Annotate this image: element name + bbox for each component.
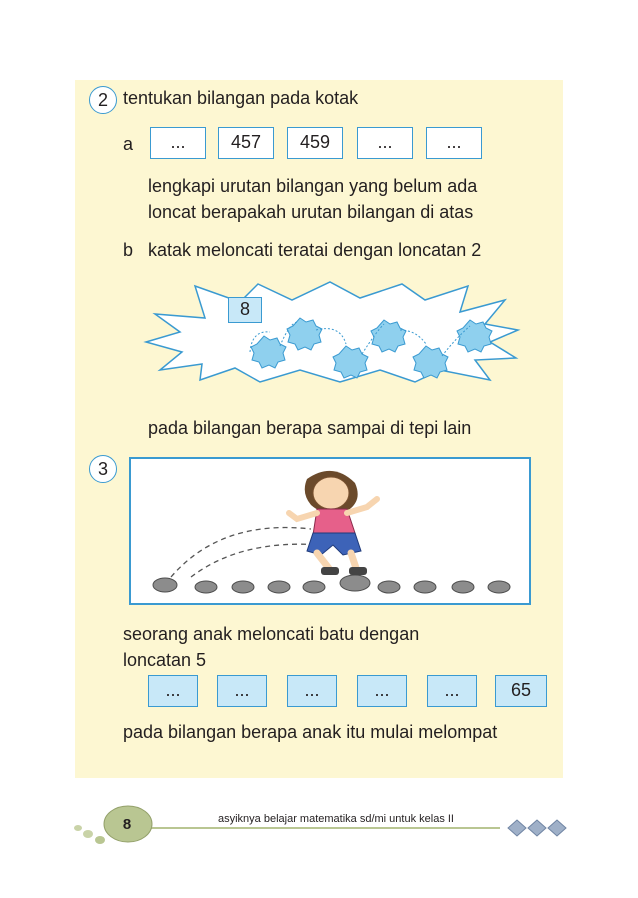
jump-path	[191, 544, 321, 577]
stone-icon	[414, 581, 436, 593]
stone-icon	[378, 581, 400, 593]
boy-jumping-stones-illustration	[131, 459, 529, 603]
diamond-icon	[548, 820, 566, 836]
page-number: 8	[122, 816, 132, 833]
stone-box-1[interactable]: ...	[148, 675, 198, 707]
pebble-icon	[95, 836, 105, 844]
lily-pad-start-number: 8	[228, 297, 262, 323]
boy-icon	[289, 471, 377, 575]
question-2-instruction: tentukan bilangan pada kotak	[123, 88, 359, 108]
stone-box-2[interactable]: ...	[217, 675, 267, 707]
question-2-number: 2	[89, 86, 117, 114]
part-b-question: pada bilangan berapa sampai di tepi lain	[148, 418, 472, 438]
question-3-question: pada bilangan berapa anak itu mulai melompat	[123, 722, 498, 742]
footer-title: asyiknya belajar matematika sd/mi untuk kelas II	[218, 813, 454, 825]
stone-box-6: 65	[495, 675, 547, 707]
pond-illustration	[140, 280, 522, 384]
stone-box-5[interactable]: ...	[427, 675, 477, 707]
stone-box-4[interactable]: ...	[357, 675, 407, 707]
pebble-icon	[83, 830, 93, 838]
sequence-box-1[interactable]: ...	[150, 127, 206, 159]
stone-icon	[195, 581, 217, 593]
question-3-number: 3	[89, 455, 117, 483]
part-a-line-2: loncat berapakah urutan bilangan di atas	[148, 202, 474, 222]
stone-box-3[interactable]: ...	[287, 675, 337, 707]
stone-icon	[452, 581, 474, 593]
part-a-label: a	[123, 134, 134, 154]
part-b-label: b	[123, 240, 134, 260]
stone-icon	[340, 575, 370, 591]
stone-icon	[268, 581, 290, 593]
stone-icon	[303, 581, 325, 593]
jumping-boy-scene	[129, 457, 531, 605]
stone-icon	[232, 581, 254, 593]
diamond-icon	[528, 820, 546, 836]
part-b-text: katak meloncati teratai dengan loncatan 2	[148, 240, 482, 260]
stone-icon	[153, 578, 177, 592]
question-3-text-1: seorang anak meloncati batu dengan	[123, 624, 420, 644]
sequence-box-4[interactable]: ...	[357, 127, 413, 159]
part-a-line-1: lengkapi urutan bilangan yang belum ada	[148, 176, 478, 196]
question-3-text-2: loncatan 5	[123, 650, 207, 670]
sequence-box-3: 459	[287, 127, 343, 159]
sequence-box-2: 457	[218, 127, 274, 159]
stone-icon	[488, 581, 510, 593]
diamond-icon	[508, 820, 526, 836]
sequence-box-5[interactable]: ...	[426, 127, 482, 159]
pebble-icon	[74, 825, 82, 831]
